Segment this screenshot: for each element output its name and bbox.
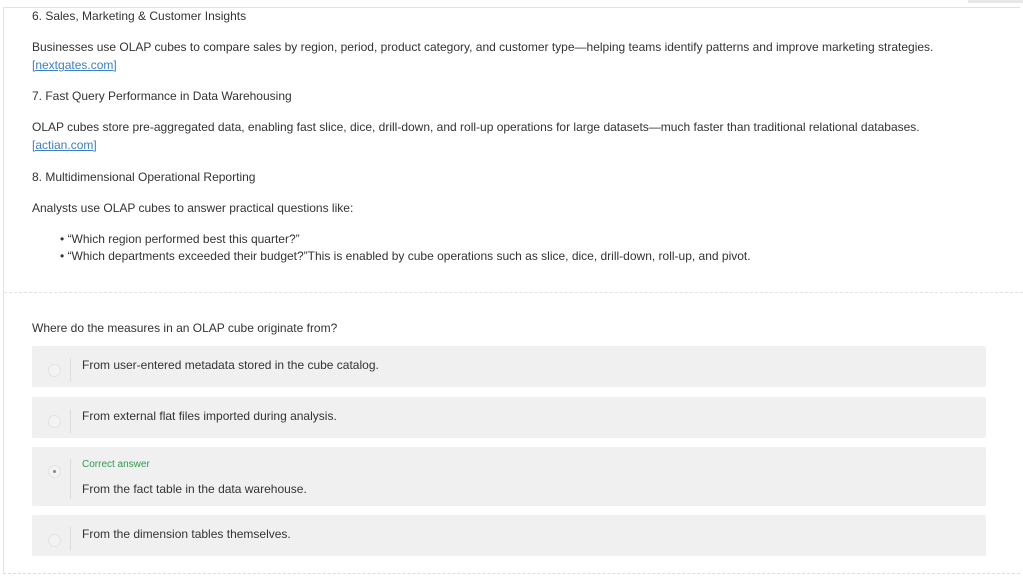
option-divider [70, 409, 71, 433]
answer-option[interactable] [32, 515, 986, 556]
section-heading: 6. Sales, Marketing & Customer Insights [32, 9, 247, 23]
divider [4, 292, 1023, 293]
radio-button[interactable] [48, 415, 61, 428]
bullet-item: • “Which region performed best this quarter?” [60, 232, 300, 246]
bullet-text: “Which departments exceeded their budget?”This is enabled by cube operations such as slice, dice, drill-down, roll-up, and pivot. [67, 249, 751, 263]
option-divider [70, 459, 71, 499]
option-divider [70, 358, 71, 382]
question-text: Where do the measures in an OLAP cube originate from? [32, 321, 338, 335]
section-heading: 8. Multidimensional Operational Reporting [32, 170, 256, 184]
section-body: OLAP cubes store pre-aggregated data, enabling fast slice, dice, drill-down, and roll-up operations for large datasets—much faster than traditional relational databases. [32, 120, 920, 134]
option-label: From the dimension tables themselves. [82, 527, 291, 541]
section-body: Analysts use OLAP cubes to answer practical questions like: [32, 201, 354, 215]
radio-button-selected[interactable] [48, 465, 61, 478]
section-heading: 7. Fast Query Performance in Data Warehousing [32, 89, 292, 103]
bullet-text: “Which region performed best this quarter?” [67, 232, 300, 246]
source-link[interactable]: [actian.com] [32, 138, 97, 152]
source-link[interactable]: [nextgates.com] [32, 58, 117, 72]
answer-option[interactable] [32, 346, 986, 387]
answer-option[interactable] [32, 397, 986, 438]
option-divider [70, 527, 71, 551]
answer-option-correct[interactable] [32, 447, 986, 506]
option-label: From the fact table in the data warehouse. [82, 482, 307, 496]
top-right-tab [968, 0, 1023, 3]
option-label: From user-entered metadata stored in the cube catalog. [82, 358, 379, 372]
radio-button[interactable] [48, 534, 61, 547]
correct-answer-label: Correct answer [82, 459, 150, 470]
option-label: From external flat files imported during analysis. [82, 409, 337, 423]
radio-button[interactable] [48, 364, 61, 377]
section-body: Businesses use OLAP cubes to compare sales by region, period, product category, and customer type—helping teams identify patterns and improve marketing strategies. [32, 40, 934, 54]
bullet-item: • “Which departments exceeded their budget?”This is enabled by cube operations such as slice, dice, drill-down, roll-up, and pivot. [60, 249, 751, 263]
